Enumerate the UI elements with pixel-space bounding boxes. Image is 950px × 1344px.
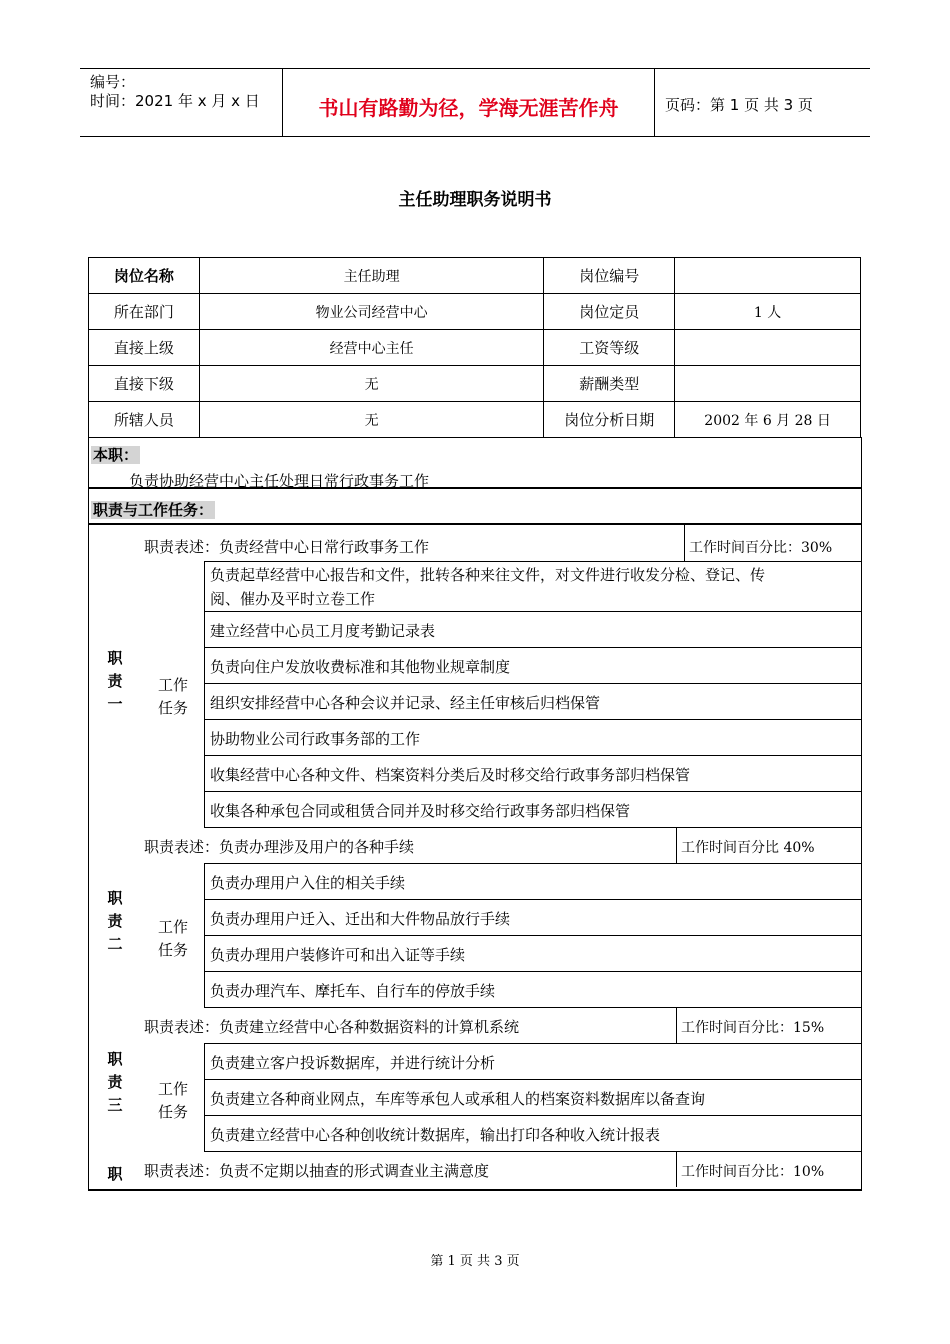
- info-label: 所在部门: [89, 294, 200, 330]
- info-label: 直接上级: [89, 330, 200, 366]
- header-divider: [654, 68, 655, 136]
- row-line: [204, 561, 861, 562]
- resp-1-char: 责: [107, 672, 123, 690]
- info-value: 经营中心主任: [199, 330, 544, 366]
- info-label: 工资等级: [544, 330, 675, 366]
- row-line: [204, 755, 861, 756]
- info-value: 主任助理: [199, 258, 544, 294]
- task-item: 负责办理用户装修许可和出入证等手续: [210, 946, 466, 964]
- task-item: 负责建立各种商业网点，车库等承包人或承租人的档案资料数据库以备查询: [210, 1090, 706, 1108]
- resp-2-char: 责: [107, 912, 123, 930]
- responsibilities-frame: [88, 437, 862, 1191]
- info-value: 2002 年 6 月 28 日: [675, 402, 861, 438]
- resp-4-statement: 职责表述：负责不定期以抽查的形式调查业主满意度: [144, 1162, 490, 1180]
- row-line: [204, 1151, 861, 1152]
- resp-4-percent: 工作时间百分比：10%: [681, 1164, 825, 1180]
- info-label: 岗位定员: [544, 294, 675, 330]
- row-line: [204, 1007, 861, 1008]
- table-row: [89, 330, 861, 366]
- resp-1-char: 职: [107, 649, 123, 667]
- table-row: [89, 294, 861, 330]
- row-line: [204, 791, 861, 792]
- info-label: 薪酬类型: [544, 366, 675, 402]
- row-line: [204, 1079, 861, 1080]
- table-row: [89, 258, 861, 294]
- resp-3-statement: 职责表述：负责建立经营中心各种数据资料的计算机系统: [144, 1018, 520, 1036]
- task-item: 收集各种承包合同或租赁合同并及时移交给行政事务部归档保管: [210, 802, 631, 820]
- info-value: 无: [199, 366, 544, 402]
- header-motto: 书山有路勤为径，学海无涯苦作舟: [318, 96, 619, 120]
- task-column-divider: [204, 1043, 205, 1151]
- header-number-label: 编号：: [90, 73, 136, 91]
- header-bottom-rule: [80, 136, 870, 137]
- info-value: 1 人: [675, 294, 861, 330]
- task-item: 负责办理汽车、摩托车、自行车的停放手续: [210, 982, 496, 1000]
- resp-3-percent: 工作时间百分比：15%: [681, 1020, 825, 1036]
- task-item: 收集经营中心各种文件、档案资料分类后及时移交给行政事务部归档保管: [210, 766, 691, 784]
- percent-divider: [676, 827, 677, 863]
- row-line: [204, 1043, 861, 1044]
- resp-1-statement: 职责表述：负责经营中心日常行政事务工作: [144, 538, 430, 556]
- task-item: 负责办理用户迁入、迁出和大件物品放行手续: [210, 910, 511, 928]
- task-item: 负责办理用户入住的相关手续: [210, 874, 406, 892]
- row-line: [204, 899, 861, 900]
- section-divider: [89, 523, 861, 525]
- info-label: 岗位编号: [544, 258, 675, 294]
- info-value: [675, 258, 861, 294]
- row-line: [204, 971, 861, 972]
- task-item: 负责起草经营中心报告和文件，批转各种来往文件，对文件进行收发分检、登记、传: [210, 566, 766, 584]
- task-item: 负责建立经营中心各种创收统计数据库，输出打印各种收入统计报表: [210, 1126, 661, 1144]
- section-divider: [89, 487, 861, 489]
- task-item: 建立经营中心员工月度考勤记录表: [210, 622, 436, 640]
- task-label: 任务: [157, 941, 188, 959]
- resp-3-char: 三: [107, 1096, 123, 1114]
- duty-text: 负责协助经营中心主任处理日常行政事务工作: [129, 472, 430, 490]
- resp-2-char: 二: [107, 935, 123, 953]
- task-label: 工作: [157, 918, 188, 936]
- row-line: [204, 683, 861, 684]
- page-footer: 第 1 页 共 3 页: [430, 1254, 520, 1269]
- task-item: 负责建立客户投诉数据库，并进行统计分析: [210, 1054, 496, 1072]
- percent-divider: [676, 1151, 677, 1187]
- resp-2-percent: 工作时间百分比 40%: [681, 840, 815, 856]
- info-label: 所辖人员: [89, 402, 200, 438]
- info-value: [675, 330, 861, 366]
- responsibilities-label: 职责与工作任务：: [93, 501, 214, 519]
- task-item: 组织安排经营中心各种会议并记录、经主任审核后归档保管: [210, 694, 601, 712]
- header-top-rule: [80, 68, 870, 69]
- task-label: 工作: [157, 1080, 188, 1098]
- task-label: 任务: [157, 1103, 188, 1121]
- info-value: [675, 366, 861, 402]
- resp-1-percent: 工作时间百分比：30%: [689, 540, 833, 556]
- task-label: 工作: [157, 676, 188, 694]
- resp-3-char: 责: [107, 1073, 123, 1091]
- row-line: [204, 935, 861, 936]
- header-time-label: 时间：2021 年 x 月 x 日: [90, 92, 260, 110]
- info-value: 无: [199, 402, 544, 438]
- duty-label: 本职：: [93, 446, 139, 464]
- row-line: [204, 827, 861, 828]
- table-row: [89, 366, 861, 402]
- info-label: 岗位名称: [89, 258, 200, 294]
- resp-2-statement: 职责表述：负责办理涉及用户的各种手续: [144, 838, 415, 856]
- task-column-divider: [204, 561, 205, 827]
- row-line: [204, 611, 861, 612]
- resp-4-char: 职: [107, 1165, 123, 1183]
- header-page-info: 页码：第 1 页 共 3 页: [665, 96, 813, 114]
- task-label: 任务: [157, 699, 188, 717]
- resp-1-char: 一: [107, 695, 123, 713]
- row-line: [204, 863, 861, 864]
- row-line: [204, 647, 861, 648]
- resp-3-char: 职: [107, 1050, 123, 1068]
- table-row: [89, 402, 861, 438]
- task-item: 阅、催办及平时立卷工作: [210, 590, 376, 608]
- position-info-table: [88, 257, 861, 438]
- info-label: 岗位分析日期: [544, 402, 675, 438]
- task-item: 负责向住户发放收费标准和其他物业规章制度: [210, 658, 511, 676]
- row-line: [204, 719, 861, 720]
- percent-divider: [684, 525, 685, 561]
- percent-divider: [676, 1007, 677, 1043]
- info-value: 物业公司经营中心: [199, 294, 544, 330]
- resp-2-char: 职: [107, 889, 123, 907]
- info-label: 直接下级: [89, 366, 200, 402]
- task-item: 协助物业公司行政事务部的工作: [210, 730, 421, 748]
- document-title: 主任助理职务说明书: [398, 190, 552, 210]
- row-line: [204, 1115, 861, 1116]
